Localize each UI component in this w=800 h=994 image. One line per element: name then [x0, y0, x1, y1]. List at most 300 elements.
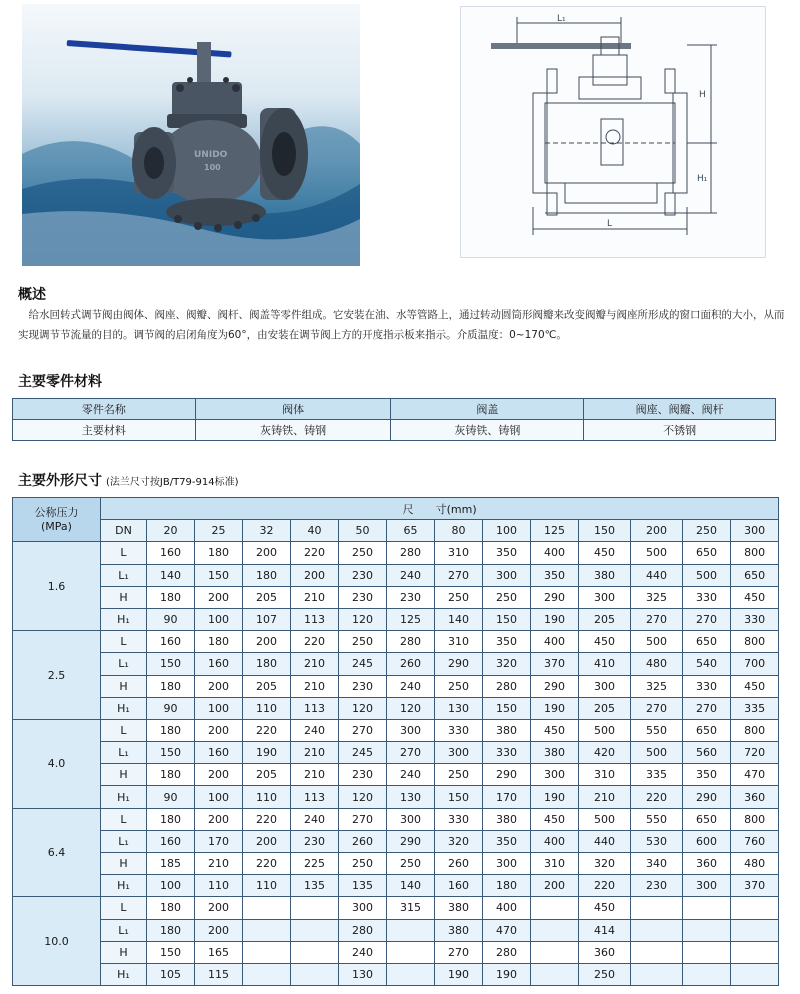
- dim-label-l1: L₁: [557, 14, 566, 24]
- dn-value: 100: [483, 520, 531, 542]
- dimensions-heading: [18, 470, 239, 490]
- body-size-text: 100: [204, 163, 221, 172]
- dimension-value: 330: [435, 808, 483, 830]
- dimension-value: [243, 897, 291, 919]
- dimension-value: 100: [147, 875, 195, 897]
- dn-value: 250: [683, 520, 731, 542]
- dimension-value: [291, 963, 339, 985]
- dimension-value: [243, 941, 291, 963]
- dimension-value: 410: [579, 653, 631, 675]
- dimension-value: 450: [579, 542, 631, 564]
- dimension-value: 240: [387, 675, 435, 697]
- dimension-value: 250: [339, 542, 387, 564]
- dimension-value: 210: [291, 742, 339, 764]
- materials-cell: 不锈钢: [584, 420, 776, 441]
- dimension-value: 180: [483, 875, 531, 897]
- dimension-value: 100: [195, 608, 243, 630]
- dimension-value: 200: [531, 875, 579, 897]
- dimension-row: [13, 875, 779, 897]
- materials-cell: 阀座、阀瓣、阀杆: [584, 399, 776, 420]
- dimension-value: 480: [731, 853, 779, 875]
- dimension-value: [731, 963, 779, 985]
- dimension-value: 250: [339, 631, 387, 653]
- dimension-value: 240: [291, 719, 339, 741]
- overview-heading: 概述: [18, 287, 46, 303]
- dimension-value: 140: [387, 875, 435, 897]
- dimension-value: 270: [683, 697, 731, 719]
- dimension-value: 200: [243, 830, 291, 852]
- dimension-symbol: L: [101, 542, 147, 564]
- dimension-value: 205: [579, 608, 631, 630]
- dimension-value: 270: [435, 941, 483, 963]
- dimension-row: [13, 608, 779, 630]
- dimension-value: 380: [579, 564, 631, 586]
- dimension-value: 190: [483, 963, 531, 985]
- dimension-value: 150: [483, 608, 531, 630]
- dimension-value: 200: [195, 586, 243, 608]
- dimension-value: 180: [243, 653, 291, 675]
- dimension-value: 270: [631, 697, 683, 719]
- dimension-value: 250: [435, 764, 483, 786]
- dimension-symbol: H: [101, 586, 147, 608]
- dimension-value: 245: [339, 742, 387, 764]
- dimension-value: 650: [731, 564, 779, 586]
- dimension-value: 300: [579, 675, 631, 697]
- dimension-value: [243, 919, 291, 941]
- dimension-value: 150: [435, 786, 483, 808]
- dimension-value: 120: [339, 608, 387, 630]
- dimension-value: 210: [291, 653, 339, 675]
- dimension-value: 290: [531, 675, 579, 697]
- dimension-value: 105: [147, 963, 195, 985]
- dimension-value: [731, 941, 779, 963]
- dimension-value: 250: [387, 853, 435, 875]
- dimension-value: 230: [339, 586, 387, 608]
- dimension-value: 480: [631, 653, 683, 675]
- dimension-value: 280: [339, 919, 387, 941]
- dimension-value: 450: [531, 719, 579, 741]
- dimension-value: 270: [339, 808, 387, 830]
- dimension-value: [387, 919, 435, 941]
- dn-value: 125: [531, 520, 579, 542]
- dimension-row: [13, 586, 779, 608]
- dimension-value: 450: [731, 586, 779, 608]
- dimension-value: 170: [195, 830, 243, 852]
- dimension-symbol: H₁: [101, 786, 147, 808]
- dimension-row: [13, 542, 779, 564]
- dimension-symbol: L₁: [101, 564, 147, 586]
- dimension-value: 315: [387, 897, 435, 919]
- dimension-value: 330: [731, 608, 779, 630]
- dimension-value: 200: [195, 719, 243, 741]
- pressure-value: 2.5: [13, 631, 101, 720]
- dimension-row: [13, 675, 779, 697]
- dimension-value: 500: [631, 742, 683, 764]
- materials-row-materials: [13, 420, 776, 441]
- dimension-row: [13, 764, 779, 786]
- dimension-value: 300: [339, 897, 387, 919]
- dimension-value: 180: [195, 631, 243, 653]
- dimension-value: 200: [291, 564, 339, 586]
- dimension-value: 380: [483, 808, 531, 830]
- dn-value: 300: [731, 520, 779, 542]
- dimension-value: 220: [579, 875, 631, 897]
- dimension-value: 240: [291, 808, 339, 830]
- dimension-value: 330: [435, 719, 483, 741]
- dimension-value: 260: [435, 853, 483, 875]
- dimension-value: 140: [435, 608, 483, 630]
- dimension-value: [291, 941, 339, 963]
- dimension-value: 220: [631, 786, 683, 808]
- dimension-value: 250: [483, 586, 531, 608]
- materials-cell: 灰铸铁、铸钢: [195, 420, 391, 441]
- dimension-value: [387, 941, 435, 963]
- dimension-symbol: L: [101, 719, 147, 741]
- dimension-value: 500: [631, 542, 683, 564]
- dimension-value: 450: [731, 675, 779, 697]
- dimension-value: 330: [683, 586, 731, 608]
- dimension-row: [13, 808, 779, 830]
- dimension-value: 190: [435, 963, 483, 985]
- dimension-value: 100: [195, 697, 243, 719]
- dimension-value: 210: [579, 786, 631, 808]
- dimension-value: 350: [483, 542, 531, 564]
- dimension-value: 180: [147, 719, 195, 741]
- dimension-value: 330: [683, 675, 731, 697]
- dimension-value: 205: [243, 586, 291, 608]
- dimension-value: 170: [483, 786, 531, 808]
- dimension-value: 325: [631, 586, 683, 608]
- dimension-symbol: L: [101, 631, 147, 653]
- dimension-value: [387, 963, 435, 985]
- dimension-value: 335: [731, 697, 779, 719]
- dimension-value: 250: [435, 586, 483, 608]
- dimension-value: 220: [243, 853, 291, 875]
- dimension-value: 180: [147, 586, 195, 608]
- dimension-value: 650: [683, 631, 731, 653]
- dimension-value: 113: [291, 786, 339, 808]
- dimension-value: 370: [531, 653, 579, 675]
- dimension-value: [531, 941, 579, 963]
- dimension-value: 140: [147, 564, 195, 586]
- dimension-value: 230: [631, 875, 683, 897]
- dimension-value: 330: [483, 742, 531, 764]
- dimension-row: [13, 786, 779, 808]
- dimension-value: 220: [243, 808, 291, 830]
- materials-cell: 阀盖: [391, 399, 584, 420]
- dimension-value: 380: [531, 742, 579, 764]
- dimension-value: 120: [339, 786, 387, 808]
- dimension-value: 350: [531, 564, 579, 586]
- dimension-value: 325: [631, 675, 683, 697]
- dimension-value: 290: [531, 586, 579, 608]
- dim-label-l: L: [607, 219, 613, 229]
- dimension-value: 100: [195, 786, 243, 808]
- dimension-value: 220: [291, 542, 339, 564]
- dimension-value: 290: [387, 830, 435, 852]
- dn-value: 40: [291, 520, 339, 542]
- dn-value: 25: [195, 520, 243, 542]
- dimension-value: 160: [195, 742, 243, 764]
- dimensions-heading-text: 主要外形尺寸: [18, 473, 102, 489]
- dimension-value: 190: [531, 786, 579, 808]
- dimension-value: 210: [291, 675, 339, 697]
- dimension-value: 280: [387, 542, 435, 564]
- dimension-value: 200: [195, 675, 243, 697]
- dimension-value: 205: [243, 675, 291, 697]
- dimension-value: 380: [435, 919, 483, 941]
- dimension-row: [13, 830, 779, 852]
- dimension-value: 360: [579, 941, 631, 963]
- dimension-value: 650: [683, 719, 731, 741]
- dimension-row: [13, 919, 779, 941]
- pressure-value: 1.6: [13, 542, 101, 631]
- dimension-value: 300: [435, 742, 483, 764]
- dimension-value: 720: [731, 742, 779, 764]
- dimension-value: 200: [195, 764, 243, 786]
- dimension-value: 300: [387, 719, 435, 741]
- dimension-value: 165: [195, 941, 243, 963]
- dimension-value: 110: [195, 875, 243, 897]
- dimension-value: 250: [435, 675, 483, 697]
- pressure-header: 公称压力 (MPa): [13, 498, 101, 542]
- dimension-row: [13, 941, 779, 963]
- overview-paragraph: 给水回转式调节阀由阀体、阀座、阀瓣、阀杆、阀盖等零件组成。它安装在油、水等管路上，通过转动圆筒形阀瓣来改变阀瓣与阀座所形成的窗口面积的大小，从而实现调节节流量的目的。调节阀的启闭角度为60°，由安装在调节阀上方的开度指示板来指示。介质温度：0~170℃。: [18, 309, 785, 341]
- dimension-value: 130: [339, 963, 387, 985]
- dimension-value: 180: [147, 764, 195, 786]
- dimension-symbol: L₁: [101, 653, 147, 675]
- dimension-value: 470: [731, 764, 779, 786]
- dimension-value: 150: [147, 742, 195, 764]
- dimension-value: 280: [483, 675, 531, 697]
- dimension-value: 400: [531, 830, 579, 852]
- dimension-value: 185: [147, 853, 195, 875]
- dimension-value: 250: [339, 853, 387, 875]
- dimension-row: [13, 631, 779, 653]
- dimension-value: 500: [579, 808, 631, 830]
- dimension-value: 310: [531, 853, 579, 875]
- dimension-value: 160: [147, 542, 195, 564]
- dimension-symbol: H: [101, 675, 147, 697]
- dimension-value: [531, 963, 579, 985]
- dimension-value: 280: [387, 631, 435, 653]
- dimension-value: 107: [243, 608, 291, 630]
- dimension-value: 200: [243, 631, 291, 653]
- dimension-value: 300: [387, 808, 435, 830]
- dimension-symbol: L: [101, 808, 147, 830]
- dimension-value: 200: [243, 542, 291, 564]
- dimension-value: 650: [683, 542, 731, 564]
- dimension-value: 320: [579, 853, 631, 875]
- dimension-value: 190: [243, 742, 291, 764]
- dimension-value: [243, 963, 291, 985]
- dimension-symbol: L₁: [101, 919, 147, 941]
- dimension-row: [13, 897, 779, 919]
- dimension-value: 180: [147, 897, 195, 919]
- dimension-value: 180: [147, 808, 195, 830]
- dimension-value: [631, 941, 683, 963]
- dimension-symbol: L₁: [101, 742, 147, 764]
- dimension-value: 270: [339, 719, 387, 741]
- dimension-value: [683, 919, 731, 941]
- dimension-value: 200: [195, 808, 243, 830]
- dimension-value: 160: [195, 653, 243, 675]
- dimension-value: 530: [631, 830, 683, 852]
- dimensions-table: [12, 497, 779, 986]
- dimension-value: 210: [291, 586, 339, 608]
- dimension-row: [13, 742, 779, 764]
- materials-row-label: 主要材料: [13, 420, 196, 441]
- dimension-value: 190: [531, 608, 579, 630]
- dimension-row: [13, 853, 779, 875]
- dimension-value: [683, 897, 731, 919]
- dimension-value: 440: [631, 564, 683, 586]
- dimension-value: 300: [483, 853, 531, 875]
- dimension-value: 600: [683, 830, 731, 852]
- dimension-value: 700: [731, 653, 779, 675]
- valve-dimension-drawing: [460, 6, 766, 258]
- dimension-symbol: L₁: [101, 830, 147, 852]
- dimension-value: 110: [243, 697, 291, 719]
- dim-label-h1: H₁: [697, 174, 708, 184]
- dimension-value: 550: [631, 808, 683, 830]
- dimension-value: [631, 897, 683, 919]
- dimension-value: 115: [195, 963, 243, 985]
- dimension-value: 220: [243, 719, 291, 741]
- dimension-value: 210: [195, 853, 243, 875]
- pressure-value: 10.0: [13, 897, 101, 986]
- dimension-value: 310: [435, 542, 483, 564]
- dimension-value: 450: [531, 808, 579, 830]
- dimension-value: 270: [435, 564, 483, 586]
- dimension-value: 90: [147, 608, 195, 630]
- materials-heading: 主要零件材料: [18, 374, 102, 390]
- dimension-value: 360: [731, 786, 779, 808]
- dimension-value: 400: [531, 542, 579, 564]
- dimension-value: 310: [579, 764, 631, 786]
- dimension-value: 400: [483, 897, 531, 919]
- dimension-value: 450: [579, 897, 631, 919]
- dimension-value: 800: [731, 719, 779, 741]
- dimension-symbol: H₁: [101, 697, 147, 719]
- dimension-value: 130: [435, 697, 483, 719]
- dimension-value: 125: [387, 608, 435, 630]
- dimension-value: 270: [387, 742, 435, 764]
- dimensions-header-row: [13, 498, 779, 520]
- dimension-value: 150: [483, 697, 531, 719]
- dimension-value: 400: [531, 631, 579, 653]
- materials-cell: 阀体: [195, 399, 391, 420]
- dimension-value: 90: [147, 786, 195, 808]
- pressure-value: 4.0: [13, 719, 101, 808]
- dimension-value: [683, 963, 731, 985]
- dimension-value: 190: [531, 697, 579, 719]
- dimension-value: 210: [291, 764, 339, 786]
- dimension-value: [631, 963, 683, 985]
- dimension-value: 180: [147, 919, 195, 941]
- dimension-value: 250: [579, 963, 631, 985]
- dimension-value: 450: [579, 631, 631, 653]
- dn-value: 200: [631, 520, 683, 542]
- dimension-value: 135: [291, 875, 339, 897]
- size-header: 尺 寸(mm): [101, 498, 779, 520]
- dimension-value: 113: [291, 608, 339, 630]
- dimension-value: 240: [387, 764, 435, 786]
- dimension-value: 320: [483, 653, 531, 675]
- dimension-value: 350: [483, 631, 531, 653]
- dimension-value: 300: [483, 564, 531, 586]
- dimension-value: [531, 897, 579, 919]
- dimension-value: 350: [683, 764, 731, 786]
- dimension-value: 130: [387, 786, 435, 808]
- dn-value: 32: [243, 520, 291, 542]
- dimension-value: 135: [339, 875, 387, 897]
- materials-table: [12, 398, 776, 441]
- dimension-value: [531, 919, 579, 941]
- dn-value: 20: [147, 520, 195, 542]
- dimension-value: 380: [435, 897, 483, 919]
- dimension-value: 200: [195, 897, 243, 919]
- dimension-value: 113: [291, 697, 339, 719]
- dimension-value: 335: [631, 764, 683, 786]
- dimension-value: 300: [531, 764, 579, 786]
- dimension-value: 320: [435, 830, 483, 852]
- dimension-value: [731, 919, 779, 941]
- dimension-value: 120: [387, 697, 435, 719]
- dimension-row: [13, 719, 779, 741]
- dimension-value: 230: [291, 830, 339, 852]
- dimension-value: 290: [483, 764, 531, 786]
- dimension-value: 260: [387, 653, 435, 675]
- dimension-value: [731, 897, 779, 919]
- dimension-value: 500: [579, 719, 631, 741]
- dn-value: 50: [339, 520, 387, 542]
- dimension-symbol: H₁: [101, 963, 147, 985]
- dimension-value: 180: [243, 564, 291, 586]
- dimension-value: 240: [387, 564, 435, 586]
- dimension-value: 90: [147, 697, 195, 719]
- dn-value: 65: [387, 520, 435, 542]
- dimension-value: 380: [483, 719, 531, 741]
- dimension-value: 240: [339, 941, 387, 963]
- dimension-value: 760: [731, 830, 779, 852]
- dimension-value: 500: [683, 564, 731, 586]
- dimension-value: 300: [683, 875, 731, 897]
- dimension-value: 230: [339, 764, 387, 786]
- dimension-symbol: H: [101, 853, 147, 875]
- dimension-row: [13, 564, 779, 586]
- dimensions-note: (法兰尺寸按JB/T79-914标准): [106, 477, 239, 488]
- dimension-value: 225: [291, 853, 339, 875]
- pressure-value: 6.4: [13, 808, 101, 897]
- dimension-value: 180: [195, 542, 243, 564]
- dimension-value: 230: [387, 586, 435, 608]
- dn-row: [13, 520, 779, 542]
- dimension-value: 110: [243, 786, 291, 808]
- dimension-value: 205: [243, 764, 291, 786]
- dimension-value: [631, 919, 683, 941]
- dimension-value: [291, 919, 339, 941]
- dimension-value: 540: [683, 653, 731, 675]
- dimension-row: [13, 653, 779, 675]
- dimension-value: 500: [631, 631, 683, 653]
- dimension-value: 650: [683, 808, 731, 830]
- dimension-value: 800: [731, 631, 779, 653]
- dimension-symbol: H₁: [101, 608, 147, 630]
- dimension-value: 180: [147, 675, 195, 697]
- dimension-value: 120: [339, 697, 387, 719]
- dn-label: DN: [101, 520, 147, 542]
